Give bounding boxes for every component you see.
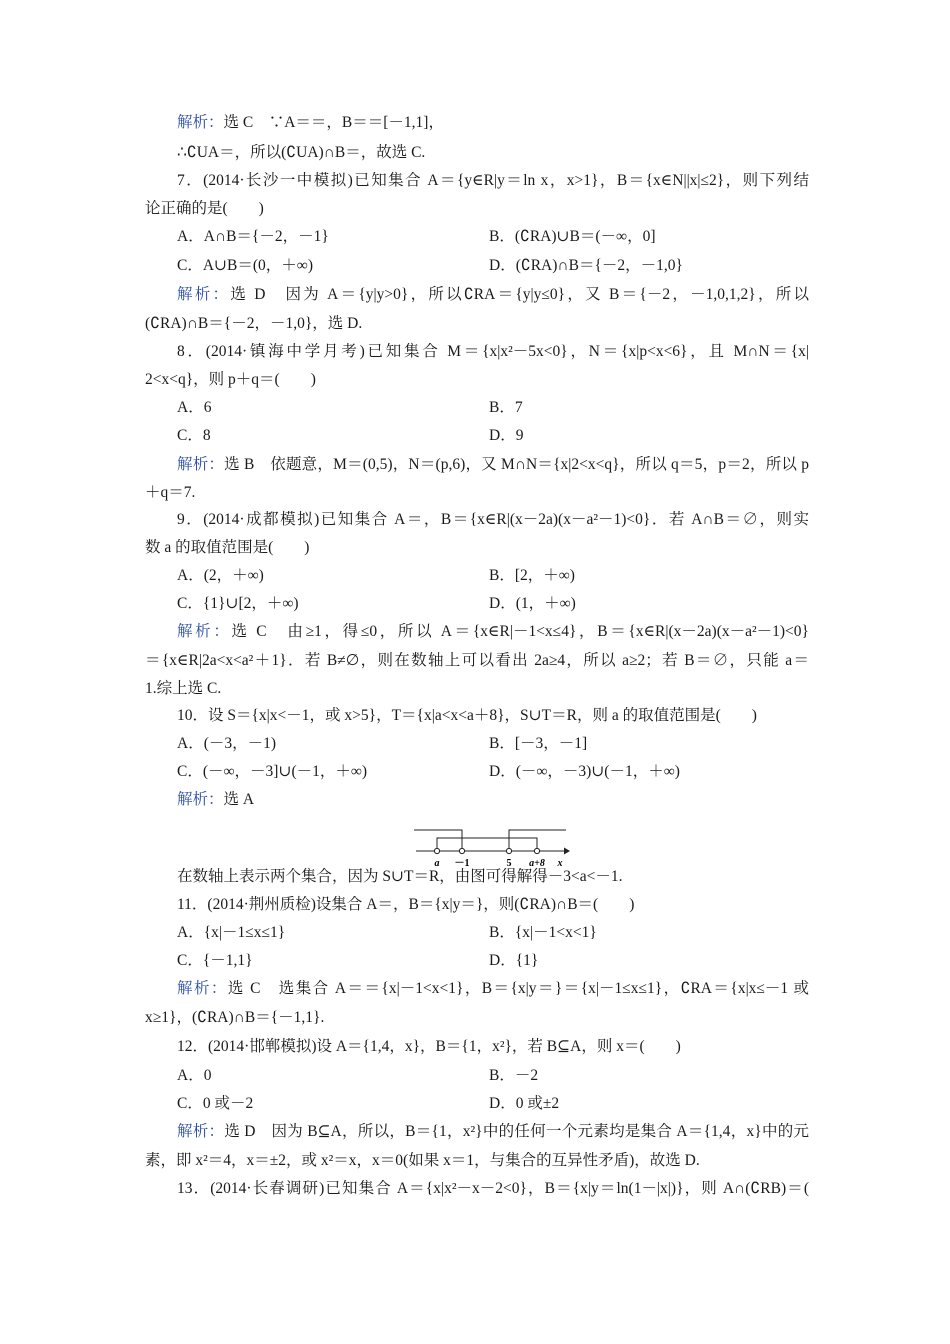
set-s-left-ray <box>414 830 462 851</box>
text-line <box>489 426 523 446</box>
line-text: A．A∩B＝{－2，－1} <box>177 228 329 245</box>
text-line <box>145 679 221 699</box>
text-line <box>177 790 254 810</box>
line-text: C．A∪B＝(0，＋∞) <box>177 257 313 274</box>
text-line <box>489 923 597 943</box>
line-text: 选 C 选集合 A＝＝{x|－1<x<1}，B＝{x|y＝}＝{x|－1≤x≤1}，∁RA＝{x|x≤－1 或 <box>227 980 809 997</box>
text-line <box>177 1066 211 1086</box>
line-text: D．0 或±2 <box>489 1095 560 1112</box>
line-text: 选 A <box>223 791 255 808</box>
text-line <box>489 734 587 754</box>
text-line <box>145 199 264 219</box>
text-line <box>177 143 425 163</box>
line-text: B．[－3，－1] <box>489 735 588 752</box>
text-line <box>489 256 683 276</box>
text-line <box>145 651 809 671</box>
line-text: C．{－1,1} <box>177 952 253 969</box>
point-neg1 <box>459 848 464 853</box>
line-text: A．(－3，－1) <box>177 735 277 752</box>
line-text: B．－2 <box>489 1067 539 1084</box>
line-text: D．(∁RA)∩B＝{－2，－1,0} <box>489 257 683 274</box>
point-5 <box>506 848 511 853</box>
text-line <box>145 370 316 390</box>
text-line <box>145 483 195 503</box>
text-line <box>177 171 809 191</box>
line-text: 8．(2014·镇海中学月考)已知集合 M＝{x|x²－5x<0}，N＝{x|p<x<6}，且 M∩N＝{x| <box>177 343 809 360</box>
line-text: 素，即 x²＝4，x＝±2，或 x²＝x，x＝0(如果 x＝1，与集合的互异性矛盾)，故选 D. <box>145 1152 700 1169</box>
text-line <box>145 538 309 558</box>
text-line <box>177 594 299 614</box>
line-text: 选 D 因为 B⊆A，所以，B＝{1，x²}中的任何一个元素均是集合 A＝{1,4，x}中的元 <box>224 1123 809 1140</box>
text-line <box>177 342 809 362</box>
point-a <box>434 848 439 853</box>
text-line <box>489 594 576 614</box>
text-line <box>489 1066 538 1086</box>
text-line <box>489 951 538 971</box>
line-text: A．{x|－1≤x≤1} <box>177 924 286 941</box>
line-text: 选 C 由≥1，得≤0，所以 A＝{x∈R|－1<x≤4}，B＝{x∈R|(x－2a)(x－a²－1)<0} <box>231 623 809 640</box>
text-line <box>145 314 362 334</box>
line-text: 选 C ∵A＝＝，B＝＝[－1,1]， <box>223 114 444 131</box>
text-line <box>177 398 211 418</box>
text-line <box>177 923 285 943</box>
line-text: B．{x|－1<x<1} <box>489 924 597 941</box>
answer-label: 解析： <box>177 114 224 131</box>
line-text: 12．(2014·邯郸模拟)设 A＝{1,4，x}，B＝{1，x²}，若 B⊆A，则 x＝( ) <box>177 1038 681 1055</box>
text-line <box>177 622 809 642</box>
line-text: C．{1}∪[2，＋∞) <box>177 595 299 612</box>
line-text: D．9 <box>489 427 524 444</box>
text-line <box>177 113 444 133</box>
text-line <box>489 1094 559 1114</box>
axis-arrow <box>564 848 570 855</box>
line-text: 选 B 依题意，M＝(0,5)，N＝(p,6)，又 M∩N＝{x|2<x<q}，所以 q＝5，p＝2，所以 p <box>224 456 809 473</box>
line-text: 9．(2014·成都模拟)已知集合 A＝，B＝{x∈R|(x－2a)(x－a²－1)<0}．若 A∩B＝∅，则实 <box>177 511 809 528</box>
text-line <box>489 566 575 586</box>
text-line <box>177 285 809 305</box>
text-line <box>177 1094 253 1114</box>
text-line <box>177 566 264 586</box>
text-line <box>177 256 313 276</box>
line-text: (∁RA)∩B＝{－2，－1,0}，选 D. <box>145 315 363 332</box>
answer-label: 解析： <box>177 980 228 997</box>
line-text: B．7 <box>489 399 523 416</box>
text-line <box>489 762 680 782</box>
line-text: ∴∁UA＝，所以(∁UA)∩B＝，故选 C. <box>177 144 426 161</box>
line-text: 1.综上选 C. <box>145 680 222 697</box>
line-text: C．(－∞，－3]∪(－1，＋∞) <box>177 763 368 780</box>
text-line <box>177 1179 809 1199</box>
number-line-figure <box>412 824 572 870</box>
text-line <box>177 762 367 782</box>
line-text: C．8 <box>177 427 211 444</box>
text-line <box>489 398 523 418</box>
line-text: x≥1}，(∁RA)∩B＝{－1,1}. <box>145 1009 325 1026</box>
line-text: D．{1} <box>489 952 539 969</box>
text-line <box>177 979 809 999</box>
text-line <box>145 1008 324 1028</box>
text-line <box>177 455 809 475</box>
text-line <box>177 706 757 726</box>
text-line <box>489 227 656 247</box>
answer-label: 解析： <box>177 791 224 808</box>
line-text: ＋q＝7. <box>145 484 196 501</box>
line-text: 13．(2014·长春调研)已知集合 A＝{x|x²－x－2<0}，B＝{x|y＝ln(1－|x|)}，则 A∩(∁RB)＝( <box>177 1180 809 1197</box>
tick-label-x: x <box>557 858 563 869</box>
text-line <box>177 1037 681 1057</box>
line-text: 选 D 因为 A＝{y|y>0}，所以∁RA＝{y|y≤0}，又 B＝{－2，－1,0,1,2}，所以 <box>230 286 809 303</box>
text-line <box>177 1122 809 1142</box>
set-t-interval <box>437 838 537 851</box>
answer-label: 解析： <box>177 286 231 303</box>
line-text: 11．(2014·荆州质检)设集合 A＝，B＝{x|y＝}，则(∁RA)∩B＝( ) <box>177 896 635 913</box>
tick-label-neg1: －1 <box>454 858 470 869</box>
tick-label-a: a <box>434 858 440 869</box>
line-text: A．(2，＋∞) <box>177 567 264 584</box>
text-line <box>177 227 329 247</box>
text-line <box>177 510 809 530</box>
point-a-plus-8 <box>534 848 539 853</box>
line-text: A．0 <box>177 1067 212 1084</box>
text-line <box>177 426 211 446</box>
text-line <box>145 1151 700 1171</box>
tick-label-a-plus-8: a+8 <box>529 858 545 869</box>
line-text: D．(1，＋∞) <box>489 595 576 612</box>
answer-label: 解析： <box>177 456 225 473</box>
text-line <box>177 734 276 754</box>
line-text: 2<x<q}，则 p＋q＝( ) <box>145 371 316 388</box>
answer-label: 解析： <box>177 623 232 640</box>
line-text: 在数轴上表示两个集合，因为 S∪T＝R，由图可得解得－3<a<－1. <box>177 868 623 885</box>
line-text: A．6 <box>177 399 212 416</box>
line-text: ＝{x∈R|2a<x<a²＋1}．若 B≠∅，则在数轴上可以看出 2a≥4，所以 a≥2；若 B＝∅，只能 a＝ <box>145 652 809 669</box>
answer-label: 解析： <box>177 1123 225 1140</box>
line-text: B．(∁RA)∪B＝(－∞，0] <box>489 228 656 245</box>
line-text: 数 a 的取值范围是( ) <box>145 539 310 556</box>
line-text: B．[2，＋∞) <box>489 567 575 584</box>
line-text: 7．(2014·长沙一中模拟)已知集合 A＝{y∈R|y＝ln x，x>1}，B＝{x∈N||x|≤2}，则下列结 <box>177 172 809 189</box>
line-text: C．0 或－2 <box>177 1095 254 1112</box>
text-line <box>177 867 623 887</box>
line-text: 10．设 S＝{x|x<－1，或 x>5}，T＝{x|a<x<a＋8}，S∪T＝R，则 a 的取值范围是( ) <box>177 707 757 724</box>
text-line <box>177 951 253 971</box>
text-line <box>177 895 634 915</box>
line-text: 论正确的是( ) <box>145 200 264 217</box>
tick-label-5: 5 <box>506 858 512 869</box>
line-text: D．(－∞，－3)∪(－1，＋∞) <box>489 763 680 780</box>
